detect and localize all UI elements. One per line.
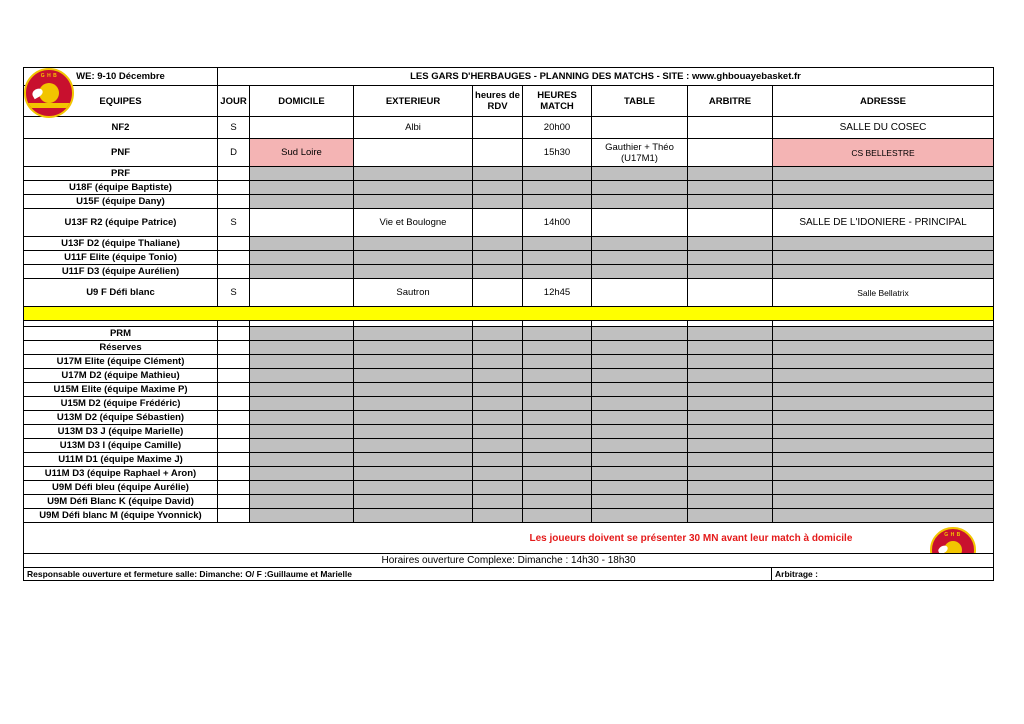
cell-rdv [473,167,523,181]
team-name: U9 F Défi blanc [24,279,218,307]
cell-domicile [250,411,354,425]
cell-rdv [473,397,523,411]
cell-exterieur [354,467,473,481]
cell-jour: S [218,209,250,237]
team-row [24,265,994,279]
team-row [24,167,994,181]
cell-adresse: Salle Bellatrix [773,279,994,307]
cell-domicile [250,279,354,307]
cell-arbitre [688,209,773,237]
cell-rdv [473,117,523,139]
cell-arbitre [688,425,773,439]
cell-rdv [473,467,523,481]
cell-exterieur [354,139,473,167]
page-title: LES GARS D'HERBAUGES - PLANNING DES MATCHS - SITE : www.ghbouayebasket.fr [410,71,801,82]
team-row [24,341,994,355]
cell-rdv [473,139,523,167]
team-row [24,195,994,209]
cell-domicile [250,453,354,467]
team-row [24,439,994,453]
arbitrage-label: Arbitrage : [772,568,994,581]
cell-arbitre [688,383,773,397]
cell-domicile [250,237,354,251]
cell-exterieur [354,383,473,397]
cell-adresse [773,481,994,495]
cell-match [523,195,592,209]
col-exterieur: EXTERIEUR [354,86,473,117]
cell-match [523,265,592,279]
cell-adresse [773,265,994,279]
notice-text: Les joueurs doivent se présenter 30 MN avant leur match à domicile [514,523,910,554]
cell-exterieur [354,425,473,439]
team-row [24,117,994,139]
cell-exterieur: Vie et Boulogne [354,209,473,237]
team-name: U13F D2 (équipe Thaliane) [24,237,218,251]
team-name: PRF [24,167,218,181]
cell-jour: D [218,139,250,167]
cell-domicile [250,341,354,355]
cell-domicile [250,383,354,397]
cell-table [592,181,688,195]
logo-letters-header: G H B [40,73,58,79]
cell-jour [218,369,250,383]
cell-domicile [250,481,354,495]
cell-rdv [473,195,523,209]
cell-jour [218,467,250,481]
cell-arbitre [688,195,773,209]
team-name: U17M Elite (équipe Clément) [24,355,218,369]
cell-exterieur [354,181,473,195]
cell-match [523,355,592,369]
cell-jour [218,251,250,265]
cell-adresse: CS BELLESTRE [773,139,994,167]
cell-match [523,481,592,495]
cell-exterieur [354,369,473,383]
team-row [24,481,994,495]
cell-exterieur [354,495,473,509]
cell-arbitre [688,279,773,307]
cell-exterieur [354,509,473,523]
cell-rdv [473,369,523,383]
cell-rdv [473,237,523,251]
cell-jour [218,495,250,509]
cell-jour [218,181,250,195]
cell-table [592,117,688,139]
cell-jour [218,509,250,523]
team-name: U15M D2 (équipe Frédéric) [24,397,218,411]
cell-rdv [473,341,523,355]
cell-jour [218,481,250,495]
cell-table [592,439,688,453]
cell-domicile [250,117,354,139]
footer-logo-cell [910,523,994,554]
cell-arbitre [688,453,773,467]
cell-exterieur [354,167,473,181]
cell-table [592,495,688,509]
cell-jour [218,439,250,453]
team-row [24,495,994,509]
cell-adresse [773,453,994,467]
title-row [24,68,994,86]
cell-rdv [473,181,523,195]
cell-table [592,237,688,251]
cell-table [592,209,688,237]
team-row [24,279,994,307]
team-row [24,139,994,167]
cell-match [523,495,592,509]
cell-table [592,195,688,209]
cell-jour: S [218,117,250,139]
cell-arbitre [688,439,773,453]
cell-arbitre [688,237,773,251]
cell-arbitre [688,117,773,139]
cell-table [592,265,688,279]
weekend-label: WE: 9-10 Décembre [76,71,165,82]
cell-table [592,369,688,383]
opening-hours: Horaires ouverture Complexe: Dimanche : 14h30 - 18h30 [24,554,994,568]
cell-exterieur [354,355,473,369]
cell-arbitre [688,369,773,383]
cell-match [523,453,592,467]
cell-domicile [250,195,354,209]
team-name: PNF [24,139,218,167]
cell-exterieur [354,453,473,467]
cell-match [523,167,592,181]
cell-adresse [773,181,994,195]
team-name: U9M Défi blanc M (équipe Yvonnick) [24,509,218,523]
cell-domicile [250,209,354,237]
cell-adresse [773,383,994,397]
team-name: U13M D3 I (équipe Camille) [24,439,218,453]
team-name: U11F Elite (équipe Tonio) [24,251,218,265]
cell-exterieur [354,251,473,265]
cell-jour [218,237,250,251]
cell-table [592,279,688,307]
team-name: U11M D3 (équipe Raphael + Aron) [24,467,218,481]
cell-rdv [473,355,523,369]
team-row [24,209,994,237]
cell-arbitre [688,181,773,195]
cell-arbitre [688,509,773,523]
team-name: U9M Défi bleu (équipe Aurélie) [24,481,218,495]
team-row [24,237,994,251]
cell-match [523,467,592,481]
cell-arbitre [688,355,773,369]
team-row [24,327,994,341]
cell-match [523,181,592,195]
cell-exterieur [354,481,473,495]
cell-arbitre [688,397,773,411]
cell-adresse: SALLE DU COSEC [773,117,994,139]
cell-adresse [773,411,994,425]
cell-adresse [773,237,994,251]
cell-exterieur [354,439,473,453]
cell-arbitre [688,481,773,495]
cell-adresse [773,495,994,509]
cell-adresse [773,355,994,369]
cell-domicile [250,327,354,341]
cell-jour [218,265,250,279]
col-match: HEURES MATCH [523,86,592,117]
cell-domicile [250,251,354,265]
cell-arbitre [688,495,773,509]
cell-match [523,509,592,523]
cell-domicile [250,509,354,523]
cell-match [523,341,592,355]
cell-adresse [773,439,994,453]
team-row [24,411,994,425]
club-logo-footer [930,527,976,554]
cell-match [523,383,592,397]
cell-rdv [473,265,523,279]
cell-table [592,327,688,341]
cell-arbitre [688,467,773,481]
team-row [24,383,994,397]
cell-exterieur [354,397,473,411]
cell-table [592,467,688,481]
cell-domicile [250,425,354,439]
team-name: U13M D3 J (équipe Marielle) [24,425,218,439]
cell-domicile [250,439,354,453]
team-name: U13M D2 (équipe Sébastien) [24,411,218,425]
cell-adresse [773,467,994,481]
team-row [24,181,994,195]
cell-adresse [773,425,994,439]
cell-match: 14h00 [523,209,592,237]
cell-exterieur [354,341,473,355]
team-name: NF2 [24,117,218,139]
cell-match [523,251,592,265]
cell-domicile [250,369,354,383]
cell-table [592,355,688,369]
cell-arbitre [688,251,773,265]
cell-adresse [773,327,994,341]
cell-adresse [773,369,994,383]
cell-match: 15h30 [523,139,592,167]
cell-rdv [473,209,523,237]
cell-rdv [473,425,523,439]
col-equipes: EQUIPES [24,86,218,117]
cell-adresse [773,251,994,265]
col-domicile: DOMICILE [250,86,354,117]
cell-jour [218,341,250,355]
title-cell [218,68,994,86]
cell-match [523,439,592,453]
club-logo-header [24,68,74,118]
separator-row [24,307,994,321]
cell-exterieur [354,327,473,341]
cell-domicile [250,495,354,509]
cell-rdv [473,411,523,425]
cell-adresse: SALLE DE L'IDONIERE - PRINCIPAL [773,209,994,237]
cell-match [523,369,592,383]
col-adresse: ADRESSE [773,86,994,117]
cell-arbitre [688,139,773,167]
cell-match [523,411,592,425]
team-row [24,397,994,411]
col-arbitre: ARBITRE [688,86,773,117]
cell-match: 20h00 [523,117,592,139]
cell-adresse [773,397,994,411]
cell-table [592,425,688,439]
team-name: U15F (équipe Dany) [24,195,218,209]
team-row [24,453,994,467]
cell-rdv [473,383,523,397]
cell-adresse [773,341,994,355]
cell-table [592,383,688,397]
column-header-row [24,86,994,117]
cell-adresse [773,167,994,181]
cell-domicile [250,265,354,279]
cell-match: 12h45 [523,279,592,307]
cell-jour [218,411,250,425]
cell-jour [218,453,250,467]
cell-match [523,327,592,341]
cell-rdv [473,251,523,265]
cell-arbitre [688,341,773,355]
col-jour: JOUR [218,86,250,117]
cell-rdv [473,439,523,453]
cell-exterieur [354,411,473,425]
cell-domicile [250,167,354,181]
cell-match [523,425,592,439]
cell-rdv [473,495,523,509]
cell-jour [218,195,250,209]
cell-jour [218,167,250,181]
team-name: U15M Elite (équipe Maxime P) [24,383,218,397]
cell-jour [218,425,250,439]
cell-jour [218,383,250,397]
team-name: PRM [24,327,218,341]
cell-domicile [250,355,354,369]
planning-sheet [23,67,993,581]
cell-table [592,481,688,495]
planning-table [23,67,994,523]
cell-table [592,453,688,467]
cell-table [592,167,688,181]
team-row [24,425,994,439]
cell-table [592,251,688,265]
team-name: U18F (équipe Baptiste) [24,181,218,195]
team-name: U11M D1 (équipe Maxime J) [24,453,218,467]
cell-table [592,397,688,411]
cell-adresse [773,509,994,523]
team-row [24,467,994,481]
team-row [24,355,994,369]
col-table: TABLE [592,86,688,117]
cell-arbitre [688,327,773,341]
cell-rdv [473,279,523,307]
responsible-row [24,568,994,581]
cell-exterieur [354,195,473,209]
cell-domicile [250,397,354,411]
cell-table [592,411,688,425]
logo-letters: G H B [944,532,961,538]
responsible-text: Responsable ouverture et fermeture salle: Dimanche: O/ F :Guillaume et Marielle [24,568,772,581]
team-name: U13F R2 (équipe Patrice) [24,209,218,237]
team-row [24,369,994,383]
team-name: U17M D2 (équipe Mathieu) [24,369,218,383]
cell-jour: S [218,279,250,307]
cell-adresse [773,195,994,209]
cell-match [523,397,592,411]
opening-row [24,554,994,568]
team-name: U11F D3 (équipe Aurélien) [24,265,218,279]
cell-exterieur: Sautron [354,279,473,307]
cell-arbitre [688,265,773,279]
cell-exterieur: Albi [354,117,473,139]
cell-domicile [250,467,354,481]
col-rdv: heures de RDV [473,86,523,117]
team-row [24,251,994,265]
cell-jour [218,327,250,341]
team-name: U9M Défi Blanc K (équipe David) [24,495,218,509]
cell-rdv [473,327,523,341]
footer-table [23,522,994,568]
cell-table [592,341,688,355]
cell-domicile [250,181,354,195]
cell-table [592,509,688,523]
team-name: Réserves [24,341,218,355]
responsible-table [23,567,994,581]
cell-rdv [473,481,523,495]
cell-domicile: Sud Loire [250,139,354,167]
cell-jour [218,355,250,369]
notice-row [24,523,994,554]
cell-table: Gauthier + Théo (U17M1) [592,139,688,167]
cell-rdv [473,509,523,523]
cell-arbitre [688,411,773,425]
cell-match [523,237,592,251]
cell-arbitre [688,167,773,181]
cell-rdv [473,453,523,467]
cell-exterieur [354,265,473,279]
cell-jour [218,397,250,411]
cell-exterieur [354,237,473,251]
team-row [24,509,994,523]
